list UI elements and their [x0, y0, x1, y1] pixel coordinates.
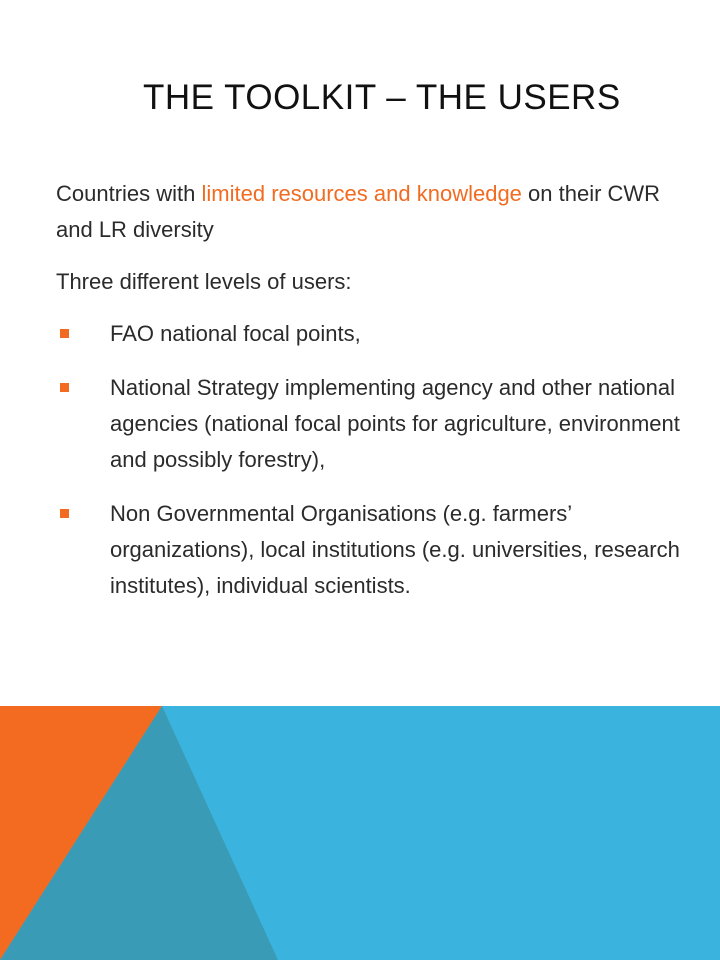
square-bullet-icon [60, 329, 69, 338]
intro-paragraph [56, 176, 686, 248]
list-item-text: Non Governmental Organisations (e.g. farmers’ organizations), local institutions (e.g. universities, research institutes), individual scientists. [110, 501, 680, 598]
intro-text-before: Countries with [56, 181, 202, 206]
slide-body [56, 176, 686, 622]
list-item [56, 496, 686, 604]
levels-heading: Three different levels of users: [56, 269, 352, 294]
intro-text-after: on their CWR and LR diversity [56, 181, 661, 242]
list-item [56, 370, 686, 478]
decorative-band [0, 706, 720, 960]
square-bullet-icon [60, 509, 69, 518]
slide-title: THE TOOLKIT – THE USERS [143, 78, 621, 117]
list-item-text: National Strategy implementing agency and other national agencies (national focal points for agriculture, environment and possibly forestry), [110, 375, 680, 472]
list-item [56, 316, 686, 352]
square-bullet-icon [60, 383, 69, 392]
user-levels-list [56, 316, 686, 604]
intro-highlight: limited resources and knowledge [201, 181, 522, 206]
list-item-text: FAO national focal points, [110, 321, 361, 346]
